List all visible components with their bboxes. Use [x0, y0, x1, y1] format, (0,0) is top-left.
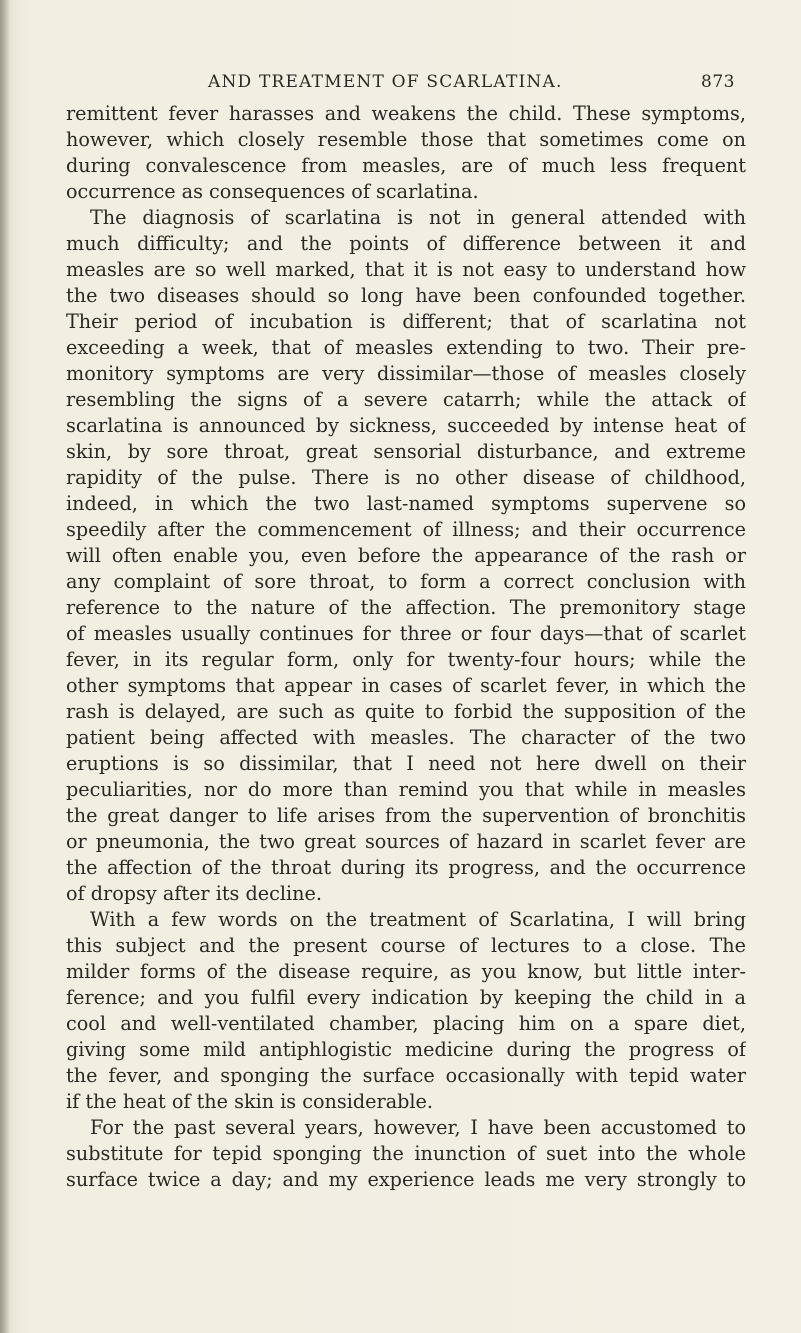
text-line: remittent fever harasses and weakens the child. These symptoms, — [66, 102, 746, 125]
text-line: resembling the signs of a severe catarrh; while the attack of — [66, 388, 746, 411]
running-head — [0, 72, 801, 102]
text-line: the affection of the throat during its progress, and the occurrence — [66, 856, 746, 879]
text-line: any complaint of sore throat, to form a correct conclusion with — [66, 570, 746, 593]
text-line: scarlatina is announced by sickness, succeeded by intense heat of — [66, 414, 746, 437]
text-line: fever, in its regular form, only for twenty-four hours; while the — [66, 648, 746, 671]
running-title: AND TREATMENT OF SCARLATINA. — [208, 72, 563, 92]
text-line: much difficulty; and the points of difference between it and — [66, 232, 746, 255]
text-line: ference; and you fulfil every indication by keeping the child in a — [66, 986, 746, 1009]
text-line: substitute for tepid sponging the inunction of suet into the whole — [66, 1142, 746, 1165]
body-text — [66, 101, 746, 1193]
text-line: cool and well-ventilated chamber, placing him on a spare diet, — [66, 1012, 746, 1035]
text-line: will often enable you, even before the appearance of the rash or — [66, 544, 746, 567]
text-line: rapidity of the pulse. There is no other disease of childhood, — [66, 466, 746, 489]
text-line: reference to the nature of the affection. The premonitory stage — [66, 596, 746, 619]
text-line: speedily after the commencement of illness; and their occurrence — [66, 518, 746, 541]
page-number: 873 — [701, 72, 735, 92]
text-line: With a few words on the treatment of Scarlatina, I will bring — [90, 908, 746, 931]
text-line: eruptions is so dissimilar, that I need not here dwell on their — [66, 752, 746, 775]
text-line: monitory symptoms are very dissimilar—those of measles closely — [66, 362, 746, 385]
text-line: measles are so well marked, that it is not easy to understand how — [66, 258, 746, 281]
text-line: Their period of incubation is different; that of scarlatina not — [66, 310, 746, 333]
text-line: rash is delayed, are such as quite to forbid the supposition of the — [66, 700, 746, 723]
text-line: the great danger to life arises from the supervention of bronchitis — [66, 804, 746, 827]
text-line: skin, by sore throat, great sensorial disturbance, and extreme — [66, 440, 746, 463]
text-line: if the heat of the skin is considerable. — [66, 1090, 434, 1113]
text-line: the fever, and sponging the surface occasionally with tepid water — [66, 1064, 746, 1087]
text-line: other symptoms that appear in cases of scarlet fever, in which the — [66, 674, 746, 697]
text-line: of measles usually continues for three or four days—that of scarlet — [66, 622, 746, 645]
text-line: For the past several years, however, I have been accustomed to — [90, 1116, 746, 1139]
text-line: of dropsy after its decline. — [66, 882, 322, 905]
text-line: giving some mild antiphlogistic medicine during the progress of — [66, 1038, 746, 1061]
text-line: surface twice a day; and my experience leads me very strongly to — [66, 1168, 746, 1191]
text-line: patient being affected with measles. The character of the two — [66, 726, 746, 749]
text-line: indeed, in which the two last-named symptoms supervene so — [66, 492, 746, 515]
text-line: the two diseases should so long have been confounded together. — [66, 284, 746, 307]
binding-gutter — [0, 0, 10, 1333]
text-line: occurrence as consequences of scarlatina. — [66, 180, 479, 203]
text-line: exceeding a week, that of measles extending to two. Their pre- — [66, 336, 746, 359]
text-line: this subject and the present course of lectures to a close. The — [66, 934, 746, 957]
text-line: The diagnosis of scarlatina is not in general attended with — [90, 206, 746, 229]
text-line: peculiarities, nor do more than remind you that while in measles — [66, 778, 746, 801]
text-line: or pneumonia, the two great sources of hazard in scarlet fever are — [66, 830, 746, 853]
text-line: however, which closely resemble those that sometimes come on — [66, 128, 746, 151]
text-line: during convalescence from measles, are of much less frequent — [66, 154, 746, 177]
text-line: milder forms of the disease require, as you know, but little inter- — [66, 960, 746, 983]
